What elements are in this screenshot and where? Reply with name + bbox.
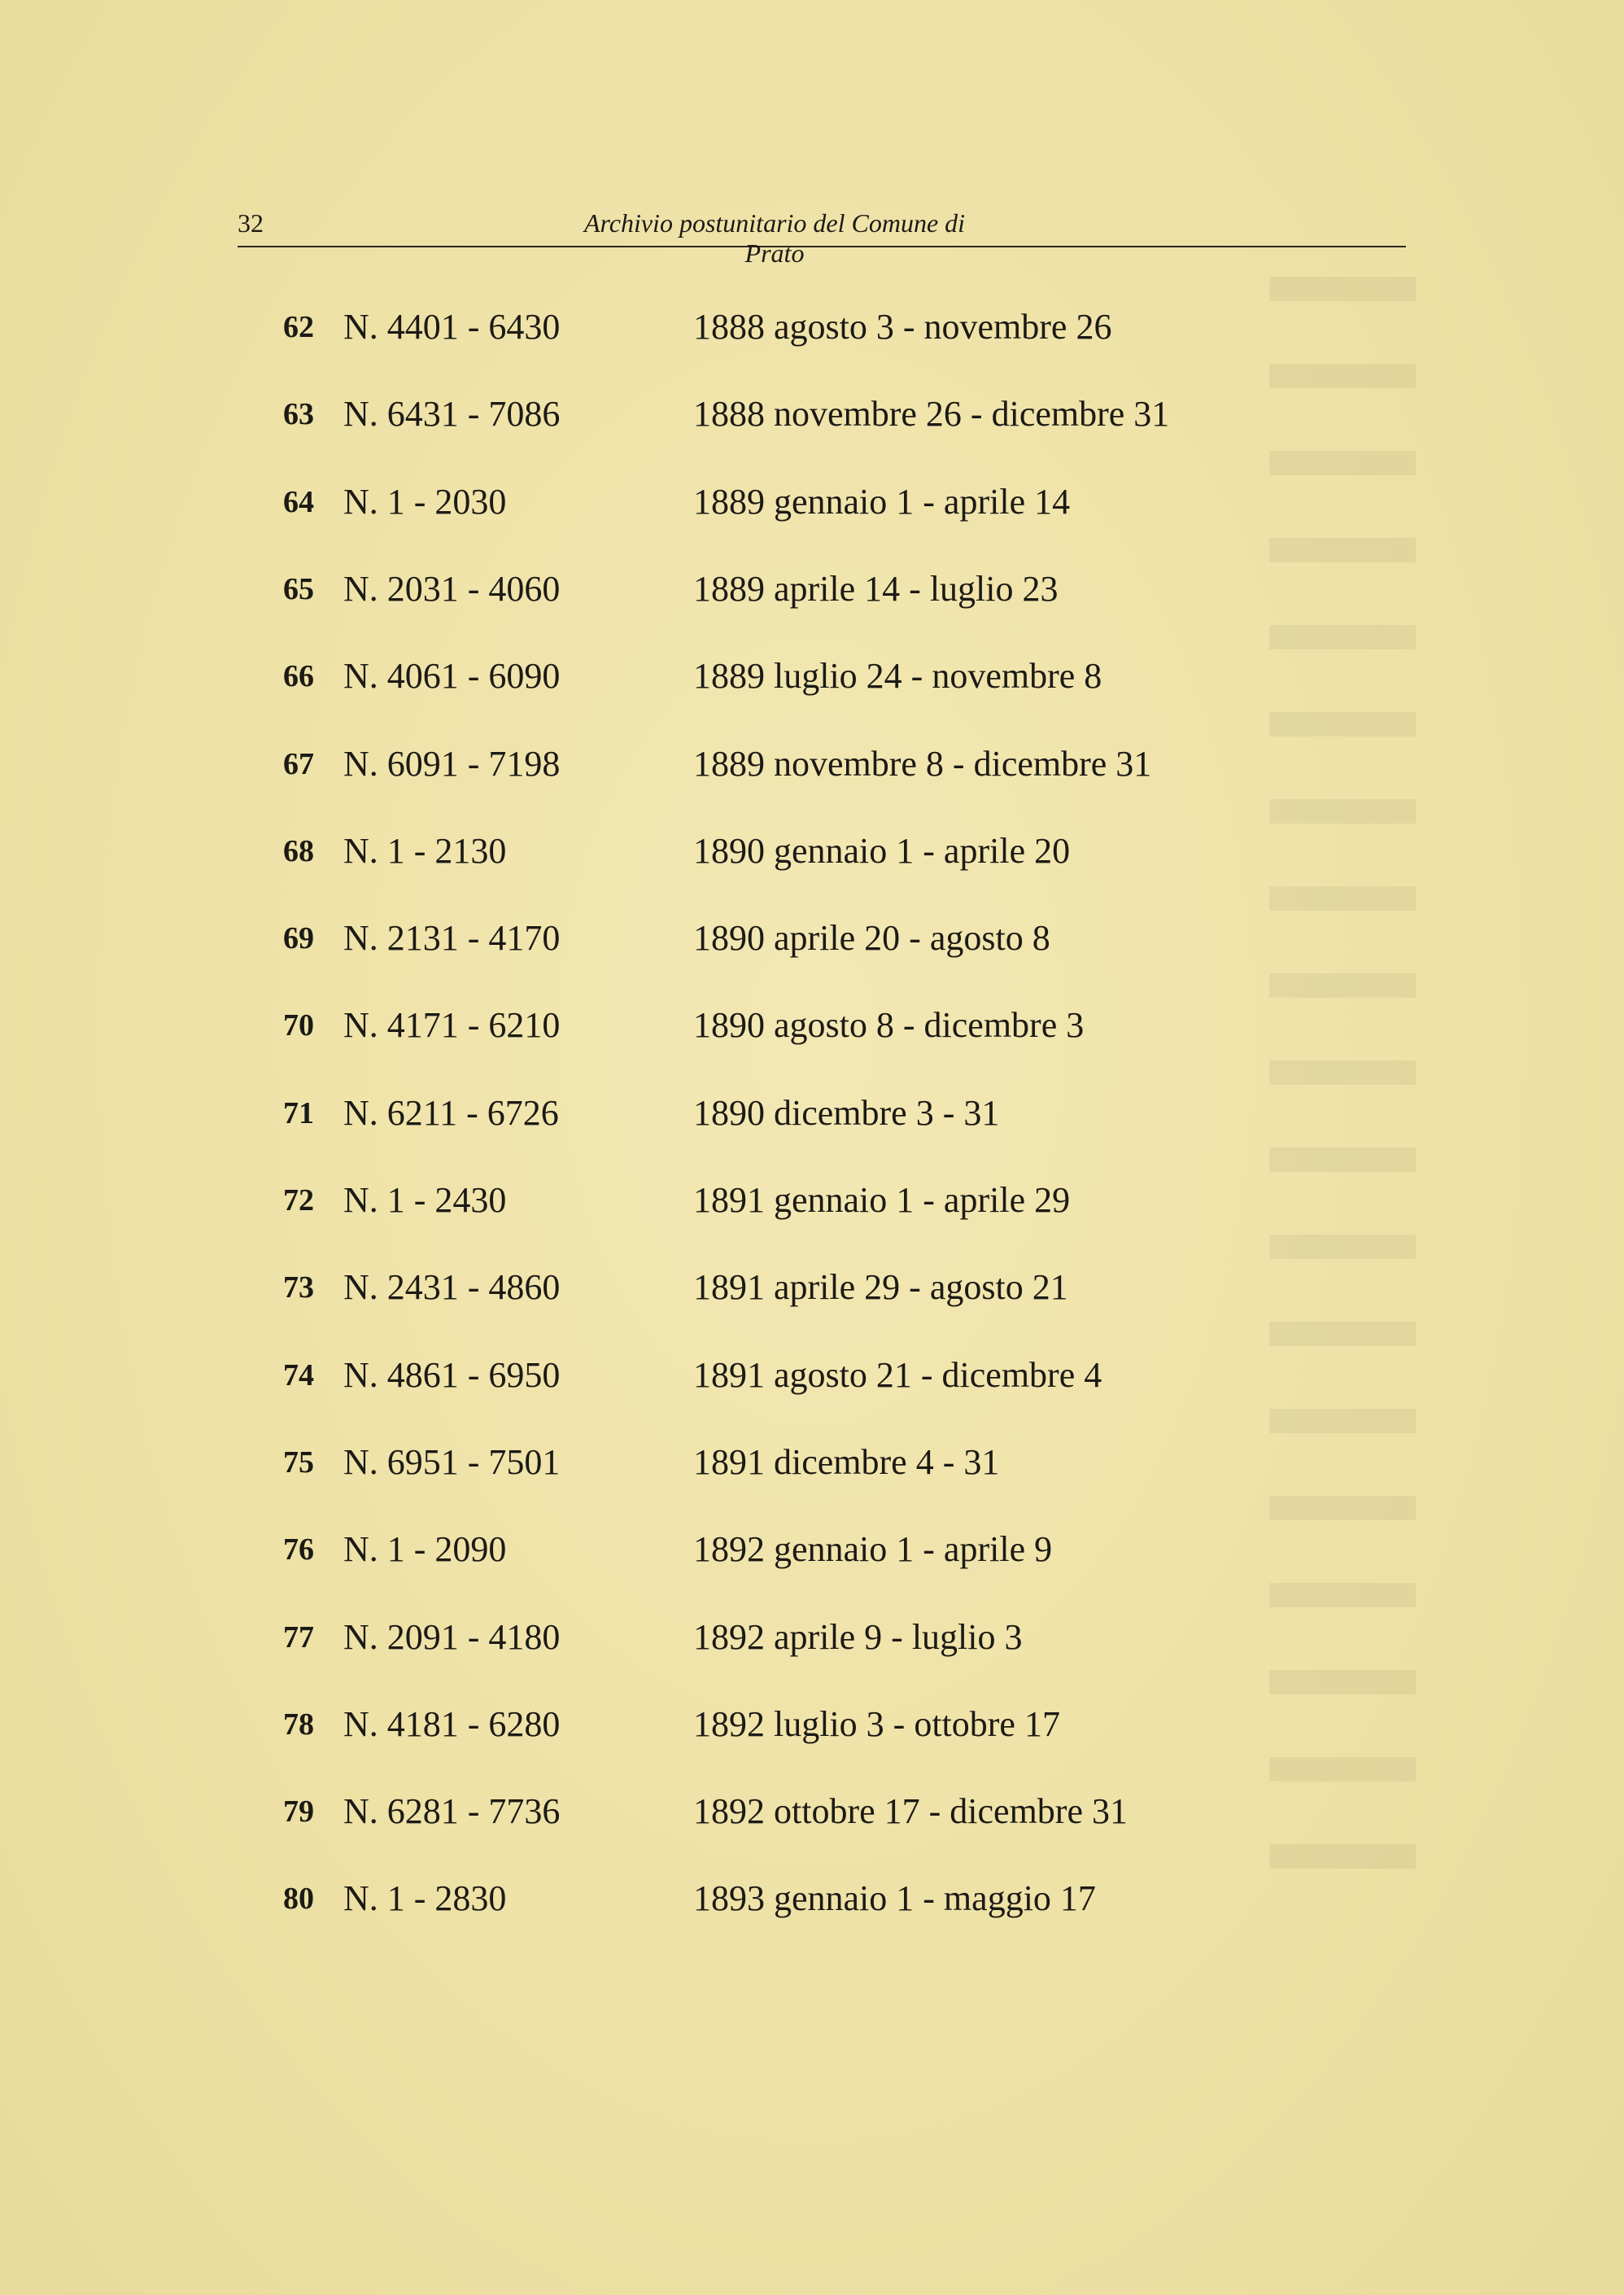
protocol-range: N. 1 - 2030 <box>343 481 507 522</box>
date-range: 1890 dicembre 3 - 31 <box>693 1092 1000 1133</box>
table-row <box>0 1874 1624 1923</box>
volume-number: 68 <box>283 833 314 868</box>
date-range: 1891 aprile 29 - agosto 21 <box>693 1267 1068 1308</box>
protocol-range: N. 6951 - 7501 <box>343 1441 561 1482</box>
volume-number: 75 <box>283 1445 314 1480</box>
protocol-range: N. 1 - 2130 <box>343 830 507 871</box>
protocol-range: N. 2431 - 4860 <box>343 1267 561 1308</box>
protocol-range: N. 4861 - 6950 <box>343 1354 561 1395</box>
volume-number: 67 <box>283 746 314 781</box>
volume-number: 80 <box>283 1882 314 1917</box>
volume-number: 71 <box>283 1095 314 1130</box>
table-row <box>0 1351 1624 1400</box>
table-row <box>0 1613 1624 1662</box>
table-row <box>0 1787 1624 1836</box>
protocol-range: N. 6281 - 7736 <box>343 1791 561 1832</box>
table-row <box>0 1001 1624 1050</box>
date-range: 1888 novembre 26 - dicembre 31 <box>693 394 1170 435</box>
date-range: 1889 luglio 24 - novembre 8 <box>693 656 1102 697</box>
date-range: 1892 gennaio 1 - aprile 9 <box>693 1529 1053 1570</box>
protocol-range: N. 4181 - 6280 <box>343 1703 561 1744</box>
table-row <box>0 1263 1624 1312</box>
volume-number: 66 <box>283 659 314 694</box>
table-row <box>0 303 1624 352</box>
date-range: 1891 dicembre 4 - 31 <box>693 1441 1000 1482</box>
date-range: 1892 luglio 3 - ottobre 17 <box>693 1703 1060 1744</box>
protocol-range: N. 2091 - 4180 <box>343 1616 561 1657</box>
protocol-range: N. 1 - 2090 <box>343 1529 507 1570</box>
volume-number: 65 <box>283 571 314 606</box>
table-row <box>0 565 1624 614</box>
protocol-range: N. 6211 - 6726 <box>343 1092 559 1133</box>
date-range: 1889 gennaio 1 - aprile 14 <box>693 481 1071 522</box>
table-row <box>0 1438 1624 1487</box>
date-range: 1889 aprile 14 - luglio 23 <box>693 568 1059 609</box>
date-range: 1892 aprile 9 - luglio 3 <box>693 1616 1023 1657</box>
protocol-range: N. 1 - 2830 <box>343 1878 507 1919</box>
volume-number: 70 <box>283 1008 314 1043</box>
date-range: 1891 gennaio 1 - aprile 29 <box>693 1180 1071 1220</box>
table-row <box>0 1089 1624 1138</box>
volume-number: 62 <box>283 310 314 344</box>
protocol-range: N. 4171 - 6210 <box>343 1005 561 1046</box>
table-row <box>0 390 1624 439</box>
page-number: 32 <box>238 208 264 238</box>
date-range: 1892 ottobre 17 - dicembre 31 <box>693 1791 1128 1832</box>
volume-number: 72 <box>283 1183 314 1217</box>
table-row <box>0 740 1624 789</box>
protocol-range: N. 6091 - 7198 <box>343 743 561 784</box>
table-row <box>0 478 1624 527</box>
date-range: 1890 gennaio 1 - aprile 20 <box>693 830 1071 871</box>
table-row <box>0 827 1624 876</box>
date-range: 1893 gennaio 1 - maggio 17 <box>693 1878 1096 1919</box>
date-range: 1891 agosto 21 - dicembre 4 <box>693 1354 1102 1395</box>
protocol-range: N. 4061 - 6090 <box>343 656 561 697</box>
protocol-range: N. 4401 - 6430 <box>343 307 561 347</box>
date-range: 1888 agosto 3 - novembre 26 <box>693 307 1112 347</box>
date-range: 1889 novembre 8 - dicembre 31 <box>693 743 1152 784</box>
volume-number: 79 <box>283 1794 314 1829</box>
volume-number: 73 <box>283 1270 314 1305</box>
table-row <box>0 1176 1624 1225</box>
table-row <box>0 652 1624 701</box>
volume-number: 77 <box>283 1620 314 1655</box>
protocol-range: N. 2031 - 4060 <box>343 568 561 609</box>
running-title: Archivio postunitario del Comune di Prato <box>583 208 966 268</box>
volume-number: 74 <box>283 1357 314 1392</box>
volume-number: 78 <box>283 1707 314 1742</box>
volume-number: 64 <box>283 484 314 519</box>
date-range: 1890 agosto 8 - dicembre 3 <box>693 1005 1085 1046</box>
volume-number: 69 <box>283 921 314 956</box>
date-range: 1890 aprile 20 - agosto 8 <box>693 918 1050 959</box>
volume-number: 63 <box>283 397 314 432</box>
volume-number: 76 <box>283 1532 314 1567</box>
protocol-range: N. 1 - 2430 <box>343 1180 507 1220</box>
protocol-range: N. 6431 - 7086 <box>343 394 561 435</box>
protocol-range: N. 2131 - 4170 <box>343 918 561 959</box>
table-row <box>0 914 1624 963</box>
page-header <box>238 207 1406 268</box>
table-row <box>0 1700 1624 1749</box>
table-row <box>0 1525 1624 1574</box>
